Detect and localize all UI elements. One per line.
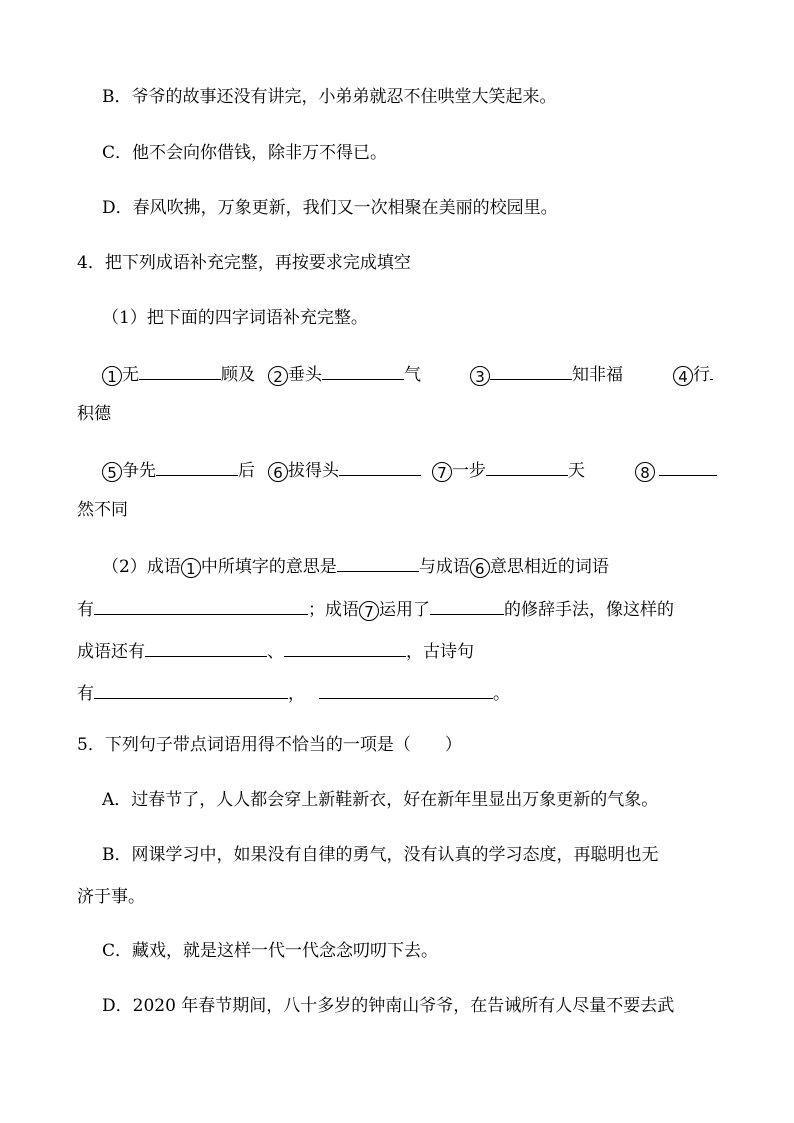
q3-option-c: C．他不会向你借钱，除非万不得已。 [102, 143, 388, 163]
idiom-1-end: 顾及 [221, 365, 255, 385]
idiom-1-blank[interactable] [139, 361, 221, 380]
idiom-1 [102, 361, 255, 386]
q5-option-a: A．过春节了，人人都会穿上新鞋新衣，好在新年里显出万象更新的气象。 [102, 790, 659, 810]
q4-part2-line2 [77, 596, 674, 621]
idiom-2-start: 垂头 [288, 365, 322, 385]
part2-text-m: ， [288, 684, 305, 704]
circled-number-4: 4 [673, 366, 693, 386]
idiom-8-end: 然不同 [77, 500, 128, 520]
part2-text-d: 意思相近的词语 [489, 557, 609, 577]
q5-option-b-line2: 济于事。 [77, 887, 145, 907]
q4-title: 4．把下列成语补充完整，再按要求完成填空 [77, 253, 411, 273]
idiom-2-blank[interactable] [322, 361, 404, 380]
idiom-3-blank[interactable] [490, 361, 572, 380]
circled-number-8: 8 [635, 462, 655, 482]
idiom-7-blank[interactable] [486, 457, 568, 476]
rhetoric-blank[interactable] [430, 596, 504, 615]
idiom-3-end: 知非福 [572, 365, 623, 385]
circled-number-3: 3 [470, 366, 490, 386]
meaning-blank[interactable] [337, 553, 419, 572]
idiom-4-start: 行 [693, 365, 710, 385]
q3-option-b: B．爷爷的故事还没有讲完，小弟弟就忍不住哄堂大笑起来。 [102, 87, 557, 107]
q5-option-b-line1: B．网课学习中，如果没有自律的勇气，没有认真的学习态度，再聪明也无 [102, 845, 659, 865]
idiom-4-blank[interactable] [710, 361, 713, 380]
idiom-3 [470, 361, 623, 386]
circled-number-5: 5 [102, 462, 122, 482]
part2-text-h: 的修辞手法，像这样的 [504, 600, 674, 620]
similar-words-blank[interactable] [94, 596, 308, 615]
part2-text-i: 成语还有 [77, 642, 145, 662]
idiom-6-start: 拔得头 [288, 461, 339, 481]
circled-number-1: 1 [102, 366, 122, 386]
idiom-6-blank[interactable] [339, 457, 421, 476]
idiom-8 [635, 457, 717, 482]
q4-part2-line4 [77, 680, 510, 705]
idiom-8-blank[interactable] [659, 457, 717, 476]
idiom-example-blank-1[interactable] [145, 638, 267, 657]
part2-text-b: 中所填字的意思是 [200, 557, 337, 577]
idiom-5 [102, 457, 255, 482]
circled-number-6: 6 [268, 462, 288, 482]
poem-blank-2[interactable] [319, 680, 493, 699]
idiom-example-blank-2[interactable] [284, 638, 406, 657]
idiom-7-start: 一步 [452, 461, 486, 481]
q5-title: 5．下列句子带点词语用得不恰当的一项是（ ） [77, 735, 462, 755]
part2-text-c: 与成语 [418, 557, 470, 577]
q4-part1: （1）把下面的四字词语补充完整。 [102, 308, 368, 328]
idiom-5-end: 后 [238, 461, 255, 481]
idiom-7 [432, 457, 585, 482]
q5-option-c: C．藏戏，就是这样一代一代念念叨叨下去。 [102, 941, 439, 961]
part2-text-f: ；成语 [308, 600, 359, 620]
idiom-2-end: 气 [404, 365, 421, 385]
part2-text-l: 有 [77, 684, 94, 704]
q5-option-d: D．2020 年春节期间，八十多岁的钟南山爷爷，在告诫所有人尽量不要去武 [102, 996, 675, 1016]
part2-text-k: ，古诗句 [406, 642, 474, 662]
circled-number-6: 6 [470, 558, 490, 578]
q4-part2-line1 [102, 553, 609, 578]
part2-text-j: 、 [267, 642, 284, 662]
circled-number-7: 7 [359, 601, 379, 621]
idiom-4-end: 积德 [77, 404, 111, 424]
idiom-7-end: 天 [568, 461, 585, 481]
idiom-5-start: 争先 [122, 461, 156, 481]
idiom-2 [268, 361, 421, 386]
q4-part2-line3 [77, 638, 474, 663]
circled-number-7: 7 [432, 462, 452, 482]
part2-text-g: 运用了 [379, 600, 430, 620]
circled-number-2: 2 [268, 366, 288, 386]
idiom-5-blank[interactable] [156, 457, 238, 476]
part2-text-a: （2）成语 [102, 557, 181, 577]
idiom-1-start: 无 [122, 365, 139, 385]
idiom-4 [673, 361, 713, 386]
poem-blank-1[interactable] [94, 680, 288, 699]
part2-text-n: 。 [493, 684, 510, 704]
circled-number-1: 1 [181, 558, 201, 578]
idiom-6 [268, 457, 421, 482]
part2-text-e: 有 [77, 600, 94, 620]
q3-option-d: D．春风吹拂，万象更新，我们又一次相聚在美丽的校园里。 [102, 198, 558, 218]
